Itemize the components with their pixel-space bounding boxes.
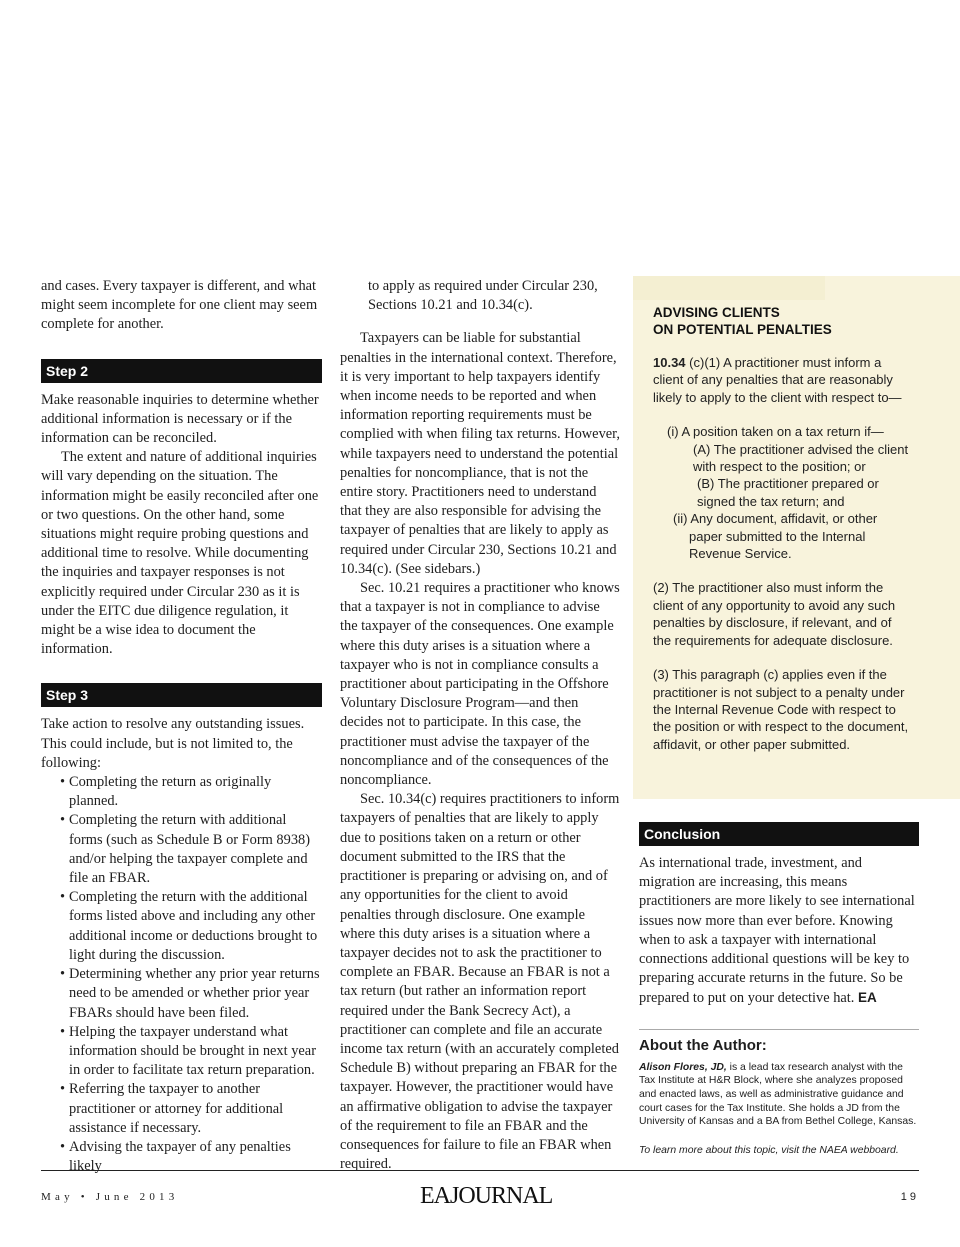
step-3-paragraph-1: Take action to resolve any outstanding issues. This could include, but is not limited to, the following: [41,716,305,771]
step-2-paragraph-2: The extent and nature of additional inquiries will vary depending on the situation. The information might be easily reconciled after one or two questions. On the other hand, some situations might require probing questions and additional time to resolve. While documenting the inquiries and taxpayer responses is not explicitly required under Circular 230 as it is under the EITC due diligence regulation, it might be a wise idea to document the information. [41,449,319,658]
author-divider [639,1029,919,1030]
ea-journal-logo: EAJOURNAL [420,1183,553,1209]
col2-paragraph-3: Sec. 10.21 requires a practitioner who knows that a taxpayer is not in compliance to advise the taxpayer of the consequences. One example where this duty arises is a situation where a taxpayer who is not in compliance consults a practitioner about participating in the Offshore Voluntary Disclosure Program—and then decides not to participate. In this case, the practitioner must advise the taxpayer of the noncompliance and of the consequences of the noncompliance. [340,580,620,789]
bullet-item: • Referring the taxpayer to another practitioner or attorney for additional assistance if necessary. [69,1080,322,1138]
column-1 [41,277,322,1176]
sidebar-paragraph-2: (2) The practitioner also must inform the client of any opportunity to avoid any such penalties by disclosure, if relevant, and of the requirements for adequate disclosure. [653,580,896,648]
step-2-heading: Step 2 [41,359,322,383]
step-3-bullet-list [41,773,322,1176]
col2-paragraph-2: Taxpayers can be liable for substantial penalties in the international context. Therefore, it is very important to help taxpayers identify when income needs to be reported and when information reporting requirements must be complied with when filing tax returns. However, while taxpayers need to understand the potential penalties for noncompliance, that is not the entire story. Practitioners need to understand that they are also responsible for advising the taxpayer of penalties that are likely to apply as required under Circular 230, Sections 10.21 and 10.34(c). (See sidebars.) [340,330,620,577]
col1-intro: and cases. Every taxpayer is different, and what might seem incomplete for one client may seem complete for another. [41,278,318,333]
bullet-item: • Completing the return as originally planned. [69,773,322,811]
clause-b: (B) The practitioner prepared or signed the tax return; and [697,476,879,509]
conclusion-heading: Conclusion [639,822,919,846]
clause-a: (A) The practitioner advised the client with respect to the position; or [693,441,909,475]
bullet-item: • Advising the taxpayer of any penalties likely [69,1138,322,1176]
section-number: 10.34 [653,355,686,370]
sidebar-tab [633,276,825,300]
bullet-item: • Helping the taxpayer understand what information should be brought in next year in order to facilitate tax return preparation. [69,1023,322,1081]
ea-end-mark: EA [857,990,877,1006]
sidebar-clause-list [653,423,913,562]
sidebar-section-1034 [653,354,913,406]
sidebar-paragraph-3: (3) This paragraph (c) applies even if the practitioner is not subject to a penalty under the Internal Revenue Code with respect to the position or with respect to the document, affidavit, or other paper submitted. [653,667,909,752]
footer-rule [41,1170,919,1171]
author-bio: Alison Flores, JD, is a lead tax research analyst with the Tax Institute at H&R Block, where she analyzes proposed and enacted laws, as well as administrative guidance and court cases for the Tax Institute. She holds a JD from the University of Kansas and a BA from Bethel College, Kansas. [639,1061,917,1128]
page-number: 19 [900,1191,919,1203]
section-text: (c)(1) A practitioner must inform a client of any penalties that are reasonably likely to apply to the client with respect to— [653,355,902,405]
col2-paragraph-4: Sec. 10.34(c) requires practitioners to inform taxpayers of penalties that are likely to apply due to positions taken on a return or other document submitted to the IRS that the practitioner is preparing or advising on, and of any opportunities for the client to avoid penalties through disclosure. One example where this duty arises is a situation where a taxpayer decides not to ask the practitioner to complete an FBAR. Because an FBAR is not a tax return (but rather an information report required under the Bank Secrecy Act), a practitioner can complete and file an accurate income tax return (with an accurately completed Schedule B) without preparing an FBAR for the taxpayer. However, the practitioner would have an affirmative obligation to advise the taxpayer of the requirement to file an FBAR and the consequences for failure to file an FBAR when required. [340,791,620,1173]
sidebar-title: ADVISING CLIENTS ON POTENTIAL PENALTIES [653,305,832,337]
bullet-item: • Determining whether any prior year returns need to be amended or whether prior year FBARs should have been filed. [69,965,322,1023]
author-name: Alison Flores, JD, [639,1061,727,1073]
conclusion-text: As international trade, investment, and migration are increasing, this means practitioners are more likely to see international issues now more than ever before. Knowing when to ask a taxpayer with international connections additional questions will be key to preparing accurate returns in the future. So be prepared to put on your detective hat. EA [639,855,915,1007]
conclusion-section [639,822,919,1160]
step-3-heading: Step 3 [41,683,322,707]
col2-paragraph-1: to apply as required under Circular 230, Sections 10.21 and 10.34(c). [368,278,598,314]
footer-date: May • June 2013 [41,1191,179,1203]
bullet-item: • Completing the return with the additional forms listed above and including any other additional income or deductions brought to light during the discussion. [69,888,322,965]
sidebar-advising-clients [633,276,960,799]
bullet-item: • Completing the return with additional forms (such as Schedule B or Form 8938) and/or helping the taxpayer complete and file an FBAR. [69,811,322,888]
column-2 [340,277,620,1174]
step-2-paragraph-1: Make reasonable inquiries to determine whether additional information is necessary or if the information can be reconciled. [41,391,319,447]
clause-ii: (ii) Any document, affidavit, or other paper submitted to the Internal Revenue Service. [673,511,878,562]
author-heading: About the Author: [639,1036,767,1054]
clause-i: (i) A position taken on a tax return if— [667,424,884,440]
author-learn-more: To learn more about this topic, visit the NAEA webboard. [639,1144,899,1156]
